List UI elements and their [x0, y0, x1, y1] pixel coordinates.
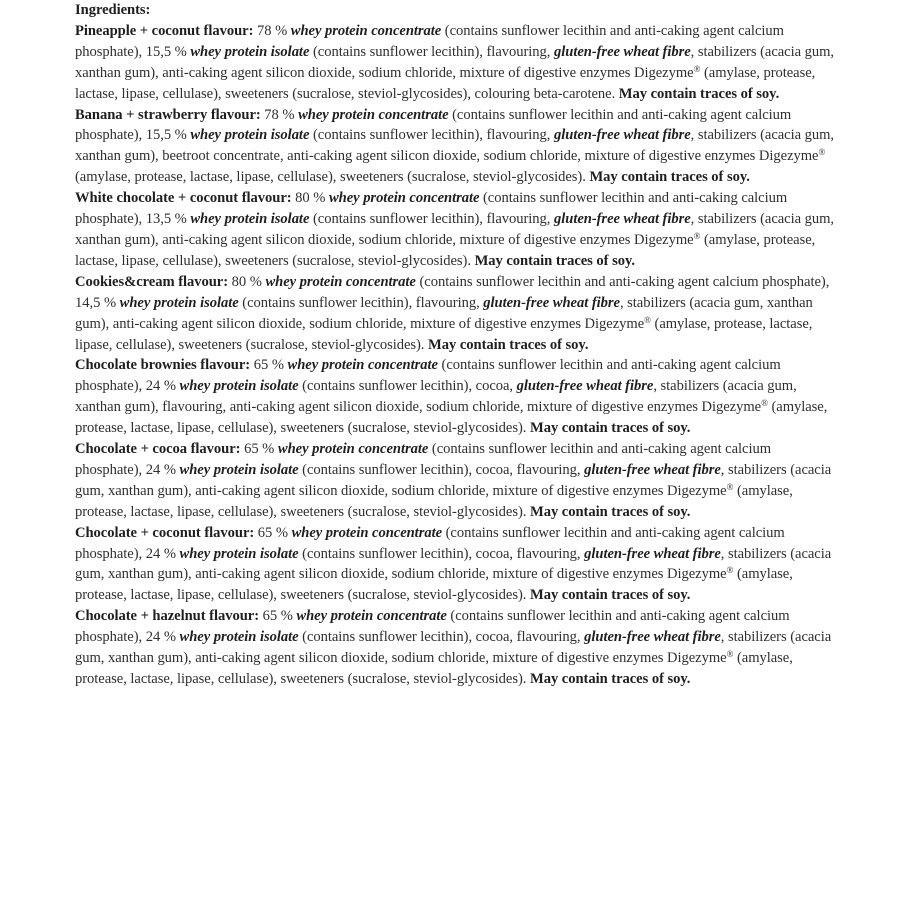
flavour-name: Chocolate + hazelnut flavour:	[75, 608, 260, 625]
ingredient-highlight: whey protein concentrate	[298, 106, 449, 123]
entry-text: (contains sunflower lecithin and anti-caking agent calcium phosphate), 24 %	[75, 524, 785, 562]
entry-text: 80 %	[291, 190, 329, 207]
flavour-entry-pineapple-coconut	[75, 21, 835, 105]
entry-text: 78 %	[253, 22, 291, 39]
entry-text: (contains sunflower lecithin), cocoa, flavouring,	[298, 545, 585, 562]
entry-text: , stabilizers (acacia gum, xanthan gum), anti-caking agent silicon dioxide, sodium chloride, mixture of digestive enzymes Digezyme	[75, 43, 835, 81]
entry-text: 65 %	[240, 441, 278, 458]
ingredient-highlight: whey protein concentrate	[290, 22, 442, 39]
entry-text: , stabilizers (acacia gum, xanthan gum), anti-caking agent silicon dioxide, sodium chloride, mixture of digestive enzymes Digezyme	[75, 545, 832, 583]
entry-text: (contains sunflower lecithin and anti-caking agent calcium phosphate), 24 %	[75, 608, 790, 646]
flavour-name: Chocolate + coconut flavour:	[75, 524, 255, 541]
entry-text: 78 %	[260, 106, 299, 123]
ingredient-highlight: whey protein concentrate	[291, 524, 442, 541]
ingredient-highlight: gluten-free wheat fibre	[554, 127, 691, 144]
allergen-warning: May contain traces of soy.	[474, 252, 635, 269]
registered-mark: ®	[818, 147, 826, 158]
allergen-warning: May contain traces of soy.	[428, 336, 589, 353]
ingredient-highlight: whey protein isolate	[190, 127, 310, 144]
entry-text: (amylase, protease, lactase, lipase, cellulase), sweeteners (sucralose, steviol-glycosides).	[75, 399, 828, 437]
ingredient-highlight: gluten-free wheat fibre	[584, 461, 721, 478]
entry-text: 65 %	[254, 524, 292, 541]
allergen-warning: May contain traces of soy.	[529, 671, 691, 687]
ingredient-highlight: whey protein isolate	[190, 211, 310, 228]
flavour-list	[75, 21, 835, 690]
allergen-warning: May contain traces of soy.	[618, 85, 780, 102]
entry-text: , stabilizers (acacia gum, xanthan gum), anti-caking agent silicon dioxide, sodium chloride, mixture of digestive enzymes Digezyme	[75, 461, 832, 499]
entry-text: (contains sunflower lecithin and anti-caking agent calcium phosphate), 15,5 %	[75, 22, 784, 60]
entry-text: (contains sunflower lecithin), flavouring,	[309, 43, 554, 60]
entry-text: , stabilizers (acacia gum, xanthan gum), beetroot concentrate, anti-caking agent silicon dioxide, sodium chloride, mixture of digestive enzymes Digezyme	[75, 127, 835, 165]
entry-text: (contains sunflower lecithin), flavouring,	[309, 211, 554, 228]
flavour-entry-chocolate-brownies	[75, 355, 835, 439]
entry-text: (amylase, protease, lactase, lipase, cellulase), sweeteners (sucralose, steviol-glycosides).	[75, 566, 793, 604]
entry-text: (contains sunflower lecithin), flavouring,	[238, 294, 484, 311]
entry-text: 65 %	[259, 608, 297, 625]
entry-text: , stabilizers (acacia gum, xanthan gum), anti-caking agent silicon dioxide, sodium chloride, mixture of digestive enzymes Digezyme	[75, 211, 835, 248]
ingredient-highlight: whey protein isolate	[190, 43, 310, 60]
entry-text: (amylase, protease, lactase, lipase, cellulase), sweeteners (sucralose, steviol-glycosides).	[75, 482, 793, 520]
entry-text: (contains sunflower lecithin and anti-caking agent calcium phosphate), 15,5 %	[75, 106, 792, 144]
ingredient-highlight: gluten-free wheat fibre	[584, 545, 721, 562]
entry-text: (amylase, protease, lactase, lipase, cellulase), sweeteners (sucralose, steviol-glycosides).	[75, 169, 590, 186]
registered-mark: ®	[726, 649, 734, 660]
registered-mark: ®	[644, 314, 651, 325]
registered-mark: ®	[726, 481, 734, 492]
flavour-entry-cookies-cream	[75, 272, 835, 356]
flavour-entry-chocolate-cocoa	[75, 439, 835, 523]
flavour-name: Chocolate + cocoa flavour:	[75, 441, 241, 458]
entry-text: , stabilizers (acacia gum, xanthan gum), anti-caking agent silicon dioxide, sodium chloride, mixture of digestive enzymes Digezyme	[75, 294, 813, 332]
entry-text: (contains sunflower lecithin and anti-caking agent calcium phosphate), 24 %	[75, 357, 781, 395]
ingredient-highlight: gluten-free wheat fibre	[584, 629, 721, 646]
allergen-warning: May contain traces of soy.	[529, 420, 691, 437]
entry-text: (amylase, protease, lactase, lipase, cellulase), sweeteners (sucralose, steviol-glycosides).	[75, 315, 813, 353]
entry-text: (contains sunflower lecithin), cocoa, flavouring,	[298, 629, 585, 646]
allergen-warning: May contain traces of soy.	[589, 169, 750, 186]
ingredient-highlight: whey protein isolate	[179, 629, 299, 646]
entry-text: 65 %	[250, 357, 288, 374]
entry-text: (contains sunflower lecithin and anti-caking agent calcium phosphate), 24 %	[75, 441, 772, 478]
flavour-entry-banana-strawberry	[75, 105, 835, 189]
ingredient-highlight: whey protein isolate	[179, 461, 299, 478]
flavour-name: Banana + strawberry flavour:	[75, 106, 261, 123]
entry-text: (contains sunflower lecithin), cocoa,	[298, 378, 517, 395]
entry-text: (contains sunflower lecithin), flavouring,	[309, 127, 554, 144]
flavour-name: White chocolate + coconut flavour:	[75, 190, 292, 207]
ingredient-highlight: whey protein concentrate	[265, 273, 416, 290]
entry-text: (contains sunflower lecithin and anti-caking agent calcium phosphate), 14,5 %	[75, 273, 830, 311]
ingredient-highlight: whey protein isolate	[179, 545, 299, 562]
ingredient-highlight: whey protein isolate	[119, 294, 239, 311]
ingredient-highlight: gluten-free wheat fibre	[483, 294, 620, 311]
entry-text: (amylase, protease, lactase, lipase, cellulase), sweeteners (sucralose, steviol-glycosides), colouring beta-carotene.	[75, 64, 816, 102]
flavour-name: Cookies&cream flavour:	[75, 273, 229, 290]
registered-mark: ®	[726, 565, 734, 576]
ingredient-highlight: gluten-free wheat fibre	[554, 211, 691, 228]
ingredient-highlight: whey protein concentrate	[277, 441, 429, 458]
entry-text: (contains sunflower lecithin), cocoa, flavouring,	[298, 461, 585, 478]
ingredient-highlight: whey protein concentrate	[287, 357, 438, 374]
registered-mark: ®	[693, 230, 701, 241]
flavour-entry-chocolate-coconut	[75, 523, 835, 607]
ingredient-highlight: whey protein isolate	[179, 378, 299, 395]
ingredient-highlight: gluten-free wheat fibre	[554, 43, 691, 60]
flavour-entry-white-chocolate-coconut	[75, 188, 835, 272]
entry-text: 80 %	[228, 273, 266, 290]
ingredients-heading: Ingredients:	[75, 2, 151, 18]
ingredient-highlight: whey protein concentrate	[328, 190, 480, 207]
registered-mark: ®	[761, 398, 768, 409]
flavour-name: Pineapple + coconut flavour:	[75, 22, 254, 39]
flavour-name: Chocolate brownies flavour:	[75, 357, 251, 374]
entry-text: , stabilizers (acacia gum, xanthan gum), flavouring, anti-caking agent silicon dioxide, sodium chloride, mixture of digestive enzymes Digezyme	[75, 378, 797, 416]
ingredient-highlight: gluten-free wheat fibre	[516, 378, 654, 395]
entry-text: , stabilizers (acacia gum, xanthan gum), anti-caking agent silicon dioxide, sodium chloride, mixture of digestive enzymes Digezyme	[75, 629, 832, 667]
entry-text: (amylase, protease, lactase, lipase, cellulase), sweeteners (sucralose, steviol-glycosides).	[75, 650, 793, 687]
registered-mark: ®	[693, 63, 701, 74]
allergen-warning: May contain traces of soy.	[529, 587, 691, 604]
allergen-warning: May contain traces of soy.	[529, 503, 691, 520]
entry-text: (amylase, protease, lactase, lipase, cellulase), sweeteners (sucralose, steviol-glycosides).	[75, 231, 816, 269]
ingredient-highlight: whey protein concentrate	[296, 608, 447, 625]
ingredients-document	[75, 0, 835, 690]
flavour-entry-chocolate-hazelnut	[75, 606, 835, 690]
entry-text: (contains sunflower lecithin and anti-caking calcium phosphate), 13,5 %	[75, 190, 788, 228]
